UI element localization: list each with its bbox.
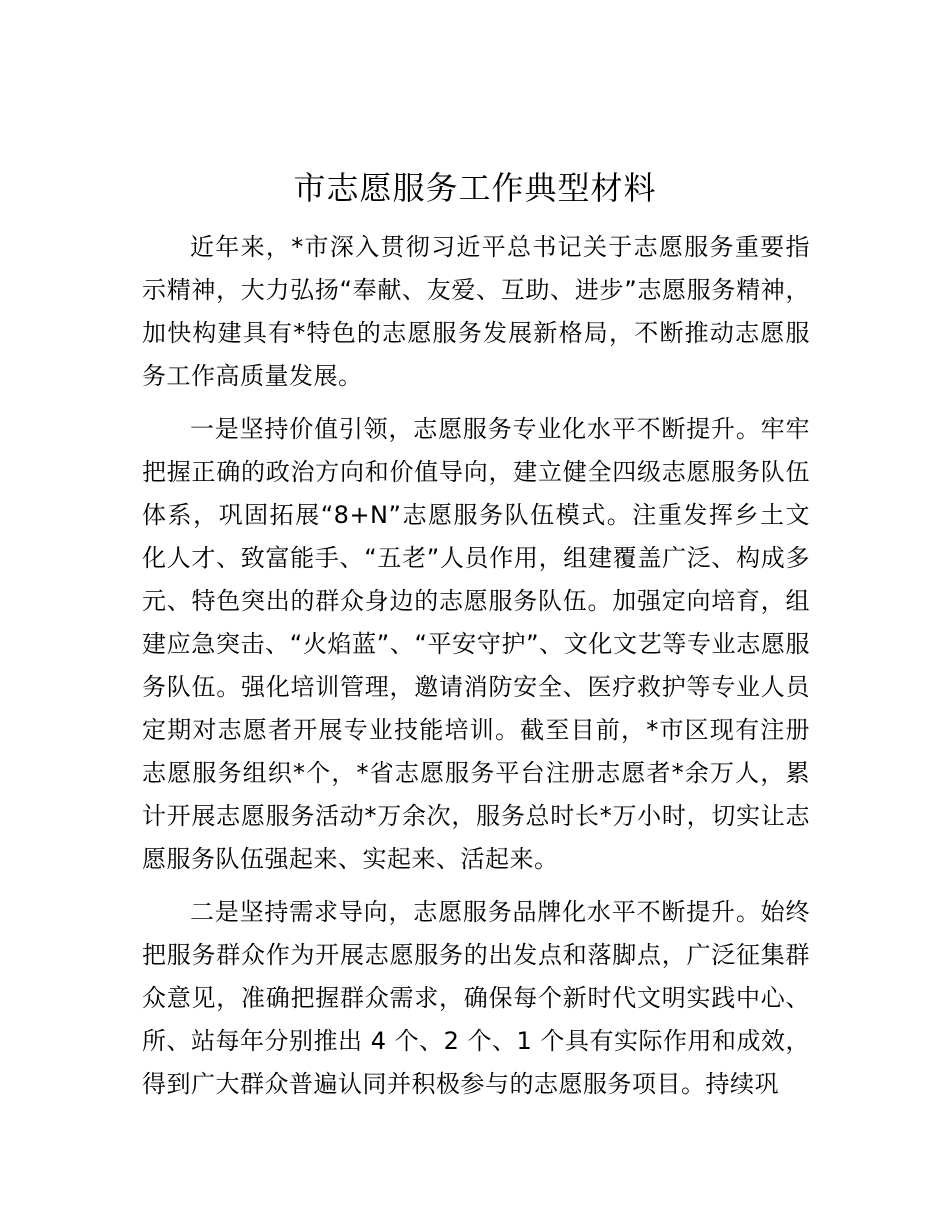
paragraph-intro: 近年来，*市深入贯彻习近平总书记关于志愿服务重要指示精神，大力弘扬“奉献、友爱、互助、进步”志愿服务精神，加快构建具有*特色的志愿服务发展新格局，不断推动志愿服务工作高质量发展。	[142, 233, 810, 390]
document-title: 市志愿服务工作典型材料	[293, 169, 657, 207]
document-body	[142, 226, 810, 1116]
paragraph-value-guidance: 一是坚持价值引领，志愿服务专业化水平不断提升。牢牢把握正确的政治方向和价值导向，建立健全四级志愿服务队伍体系，巩固拓展“8+N”志愿服务队伍模式。注重发挥乡土文化人才、致富能手、“五老”人员作用，组建覆盖广泛、构成多元、特色突出的群众身边的志愿服务队伍。加强定向培育，组建应急突击、“火焰蓝”、“平安守护”、文化文艺等专业志愿服务队伍。强化培训管理，邀请消防安全、医疗救护等专业人员定期对志愿者开展专业技能培训。截至目前，*市区现有注册志愿服务组织*个，*省志愿服务平台注册志愿者*余万人，累计开展志愿服务活动*万余次，服务总时长*万小时，切实让志愿服务队伍强起来、实起来、活起来。	[142, 415, 810, 873]
paragraph-demand-orientation: 二是坚持需求导向，志愿服务品牌化水平不断提升。始终把服务群众作为开展志愿服务的出发点和落脚点，广泛征集群众意见，准确把握群众需求，确保每个新时代文明实践中心、所、站每年分别推出 4 个、2 个、1 个具有实际作用和成效，得到广大群众普遍认同并积极参与的志愿服务项目。持续巩	[142, 898, 810, 1098]
